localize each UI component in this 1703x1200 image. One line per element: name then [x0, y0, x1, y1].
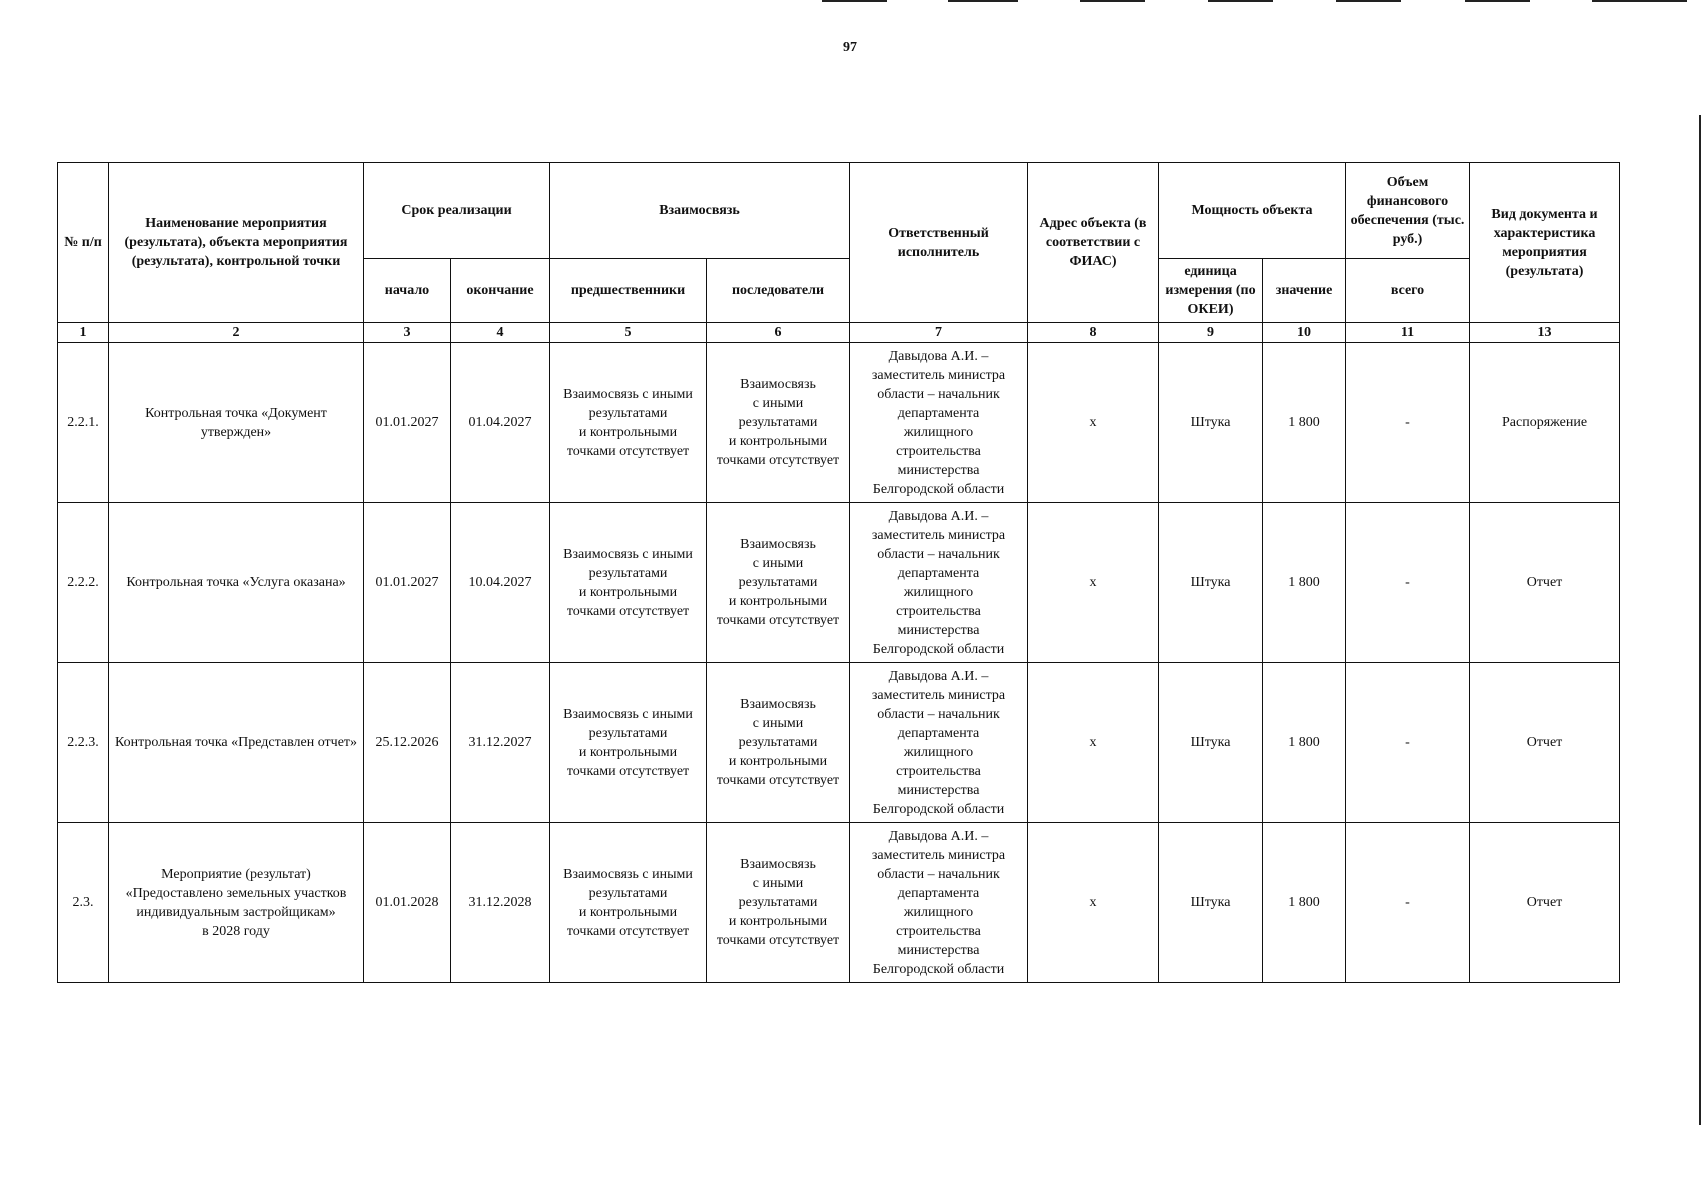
column-number: 11: [1346, 323, 1470, 343]
column-number: 6: [707, 323, 850, 343]
cell-finance: -: [1346, 663, 1470, 823]
cell-doc-type: Отчет: [1470, 503, 1620, 663]
cell-name: Мероприятие (результат) «Предоставлено земельных участков индивидуальным застройщикам» в 2028 году: [109, 823, 364, 983]
cell-value: 1 800: [1263, 663, 1346, 823]
cell-successors: Взаимосвязь с иными результатами и контрольными точками отсутствует: [707, 823, 850, 983]
cell-num: 2.2.2.: [58, 503, 109, 663]
cell-finance: -: [1346, 823, 1470, 983]
cell-value: 1 800: [1263, 343, 1346, 503]
scan-mark: [1465, 0, 1530, 2]
cell-name: Контрольная точка «Документ утвержден»: [109, 343, 364, 503]
cell-doc-type: Отчет: [1470, 823, 1620, 983]
header-predecessors: предшественники: [550, 259, 707, 323]
table-row: [58, 503, 1620, 663]
cell-start: 01.01.2027: [364, 343, 451, 503]
column-number-row: [58, 323, 1620, 343]
column-number: 8: [1028, 323, 1159, 343]
header-term: Срок реализации: [364, 163, 550, 259]
header-finance: Объем финансового обеспечения (тыс. руб.): [1346, 163, 1470, 259]
cell-responsible: Давыдова А.И. – заместитель министра области – начальник департамента жилищного строительства министерства Белгородской области: [850, 503, 1028, 663]
cell-start: 01.01.2027: [364, 503, 451, 663]
table-row: [58, 823, 1620, 983]
cell-doc-type: Отчет: [1470, 663, 1620, 823]
header-relation: Взаимосвязь: [550, 163, 850, 259]
column-number: 5: [550, 323, 707, 343]
cell-finance: -: [1346, 343, 1470, 503]
cell-value: 1 800: [1263, 503, 1346, 663]
cell-start: 25.12.2026: [364, 663, 451, 823]
scan-mark: [822, 0, 887, 2]
cell-address: х: [1028, 823, 1159, 983]
cell-end: 10.04.2027: [451, 503, 550, 663]
cell-responsible: Давыдова А.И. – заместитель министра области – начальник департамента жилищного строительства министерства Белгородской области: [850, 823, 1028, 983]
cell-name: Контрольная точка «Услуга оказана»: [109, 503, 364, 663]
cell-responsible: Давыдова А.И. – заместитель министра области – начальник департамента жилищного строительства министерства Белгородской области: [850, 663, 1028, 823]
cell-num: 2.2.1.: [58, 343, 109, 503]
cell-unit: Штука: [1159, 503, 1263, 663]
cell-predecessors: Взаимосвязь с иными результатами и контрольными точками отсутствует: [550, 663, 707, 823]
header-finance-total: всего: [1346, 259, 1470, 323]
cell-finance: -: [1346, 503, 1470, 663]
cell-start: 01.01.2028: [364, 823, 451, 983]
scan-mark: [1080, 0, 1145, 2]
cell-address: х: [1028, 503, 1159, 663]
cell-successors: Взаимосвязь с иными результатами и контрольными точками отсутствует: [707, 503, 850, 663]
cell-predecessors: Взаимосвязь с иными результатами и контрольными точками отсутствует: [550, 503, 707, 663]
page-edge-line: [1699, 115, 1701, 1125]
cell-end: 31.12.2027: [451, 663, 550, 823]
column-number: 13: [1470, 323, 1620, 343]
scan-mark: [1208, 0, 1273, 2]
header-row-top: [58, 163, 1620, 259]
cell-address: х: [1028, 343, 1159, 503]
cell-predecessors: Взаимосвязь с иными результатами и контрольными точками отсутствует: [550, 343, 707, 503]
header-capacity: Мощность объекта: [1159, 163, 1346, 259]
header-doc-type: Вид документа и характеристика мероприятия (результата): [1470, 163, 1620, 323]
scan-mark: [948, 0, 1018, 2]
header-unit: единица измерения (по ОКЕИ): [1159, 259, 1263, 323]
cell-name: Контрольная точка «Представлен отчет»: [109, 663, 364, 823]
table-row: [58, 663, 1620, 823]
cell-responsible: Давыдова А.И. – заместитель министра области – начальник департамента жилищного строительства министерства Белгородской области: [850, 343, 1028, 503]
cell-successors: Взаимосвязь с иными результатами и контрольными точками отсутствует: [707, 663, 850, 823]
page-number: 97: [843, 40, 857, 55]
scan-mark: [1336, 0, 1401, 2]
header-responsible: Ответственный исполнитель: [850, 163, 1028, 323]
column-number: 9: [1159, 323, 1263, 343]
column-number: 10: [1263, 323, 1346, 343]
column-number: 7: [850, 323, 1028, 343]
cell-doc-type: Распоряжение: [1470, 343, 1620, 503]
column-number: 2: [109, 323, 364, 343]
header-term-end: окончание: [451, 259, 550, 323]
cell-unit: Штука: [1159, 823, 1263, 983]
cell-value: 1 800: [1263, 823, 1346, 983]
column-number: 1: [58, 323, 109, 343]
header-address: Адрес объекта (в соответствии с ФИАС): [1028, 163, 1159, 323]
table-row: [58, 343, 1620, 503]
cell-address: х: [1028, 663, 1159, 823]
column-number: 3: [364, 323, 451, 343]
cell-num: 2.2.3.: [58, 663, 109, 823]
cell-end: 31.12.2028: [451, 823, 550, 983]
activity-table: [57, 162, 1620, 983]
header-name: Наименование мероприятия (результата), объекта мероприятия (результата), контрольной точки: [109, 163, 364, 323]
header-successors: последователи: [707, 259, 850, 323]
scan-mark: [1592, 0, 1687, 2]
column-number: 4: [451, 323, 550, 343]
header-num: № п/п: [58, 163, 109, 323]
cell-num: 2.3.: [58, 823, 109, 983]
cell-successors: Взаимосвязь с иными результатами и контрольными точками отсутствует: [707, 343, 850, 503]
header-term-start: начало: [364, 259, 451, 323]
header-value: значение: [1263, 259, 1346, 323]
cell-unit: Штука: [1159, 663, 1263, 823]
cell-end: 01.04.2027: [451, 343, 550, 503]
cell-unit: Штука: [1159, 343, 1263, 503]
cell-predecessors: Взаимосвязь с иными результатами и контрольными точками отсутствует: [550, 823, 707, 983]
